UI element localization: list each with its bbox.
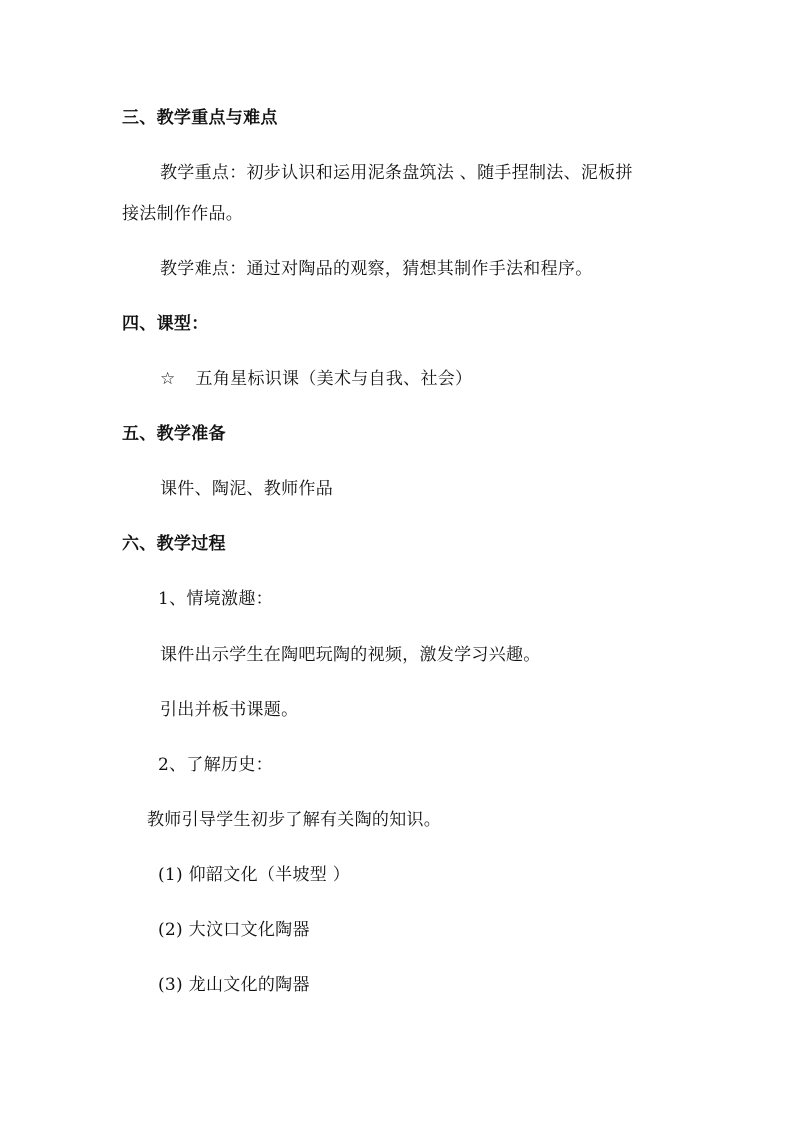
step2-title: 2、了解历史： <box>158 755 273 775</box>
materials-text: 课件、陶泥、教师作品 <box>160 479 333 499</box>
section-heading-5: 五、教学准备 <box>122 424 226 444</box>
step2-text: 教师引导学生初步了解有关陶的知识。 <box>147 810 442 830</box>
section-heading-4: 四、课型： <box>122 314 209 334</box>
lesson-type-line <box>160 367 472 391</box>
key-point-text: 教学重点：初步认识和运用泥条盘筑法 、随手捏制法、泥板拼 <box>160 163 633 183</box>
list-item-1: (1) 仰韶文化（半坡型 ） <box>158 865 351 885</box>
section-heading-6: 六、教学过程 <box>122 534 226 554</box>
list-item-2: (2) 大汶口文化陶器 <box>158 920 310 940</box>
step1-title: 1、情境激趣： <box>158 589 273 609</box>
step1-text-2: 引出并板书课题。 <box>160 700 299 720</box>
difficulty-text: 教学难点：通过对陶品的观察，猜想其制作手法和程序。 <box>160 259 593 279</box>
star-icon: ☆ <box>160 369 176 389</box>
step1-text: 课件出示学生在陶吧玩陶的视频，激发学习兴趣。 <box>160 645 541 665</box>
list-item-3: (3) 龙山文化的陶器 <box>158 975 310 995</box>
key-point-text-continued: 接法制作作品。 <box>122 204 244 224</box>
lesson-type-text: 五角星标识课（美术与自我、社会） <box>195 369 473 389</box>
section-heading-3: 三、教学重点与难点 <box>122 108 278 128</box>
